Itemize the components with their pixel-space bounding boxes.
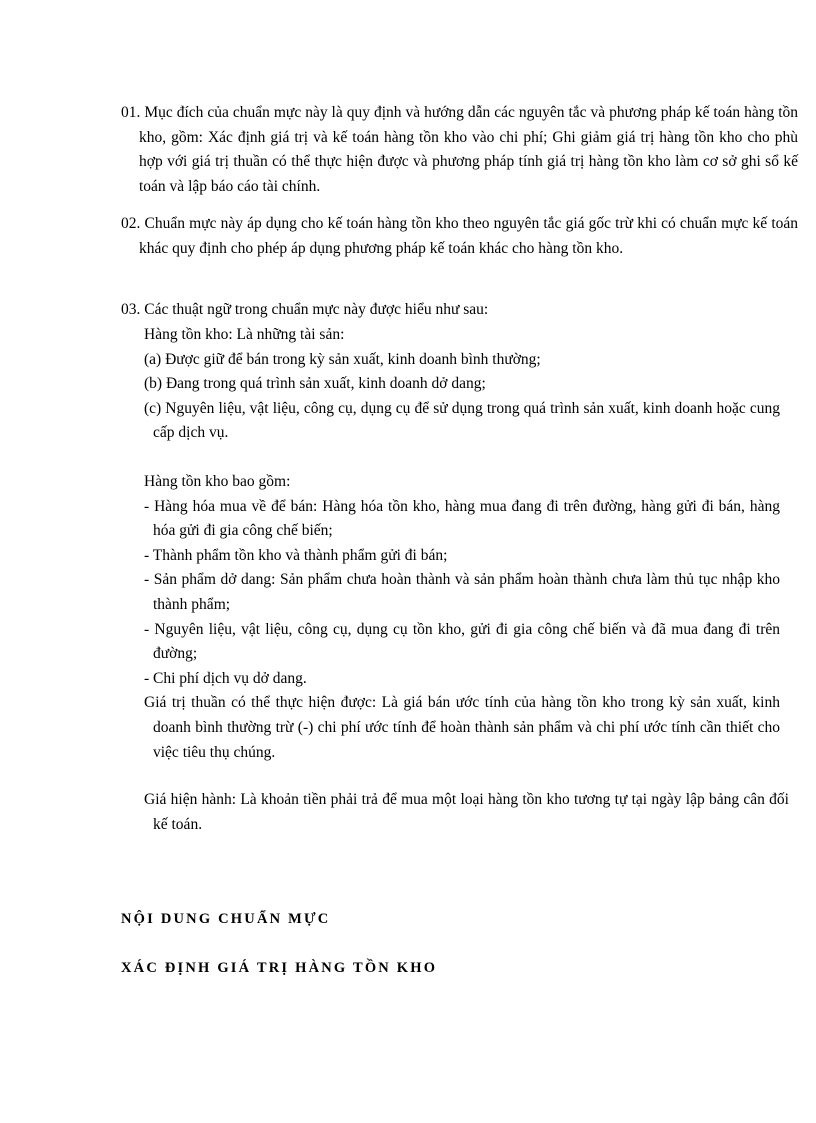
inventory-definition-block [144, 323, 780, 446]
inventory-includes-item: - Nguyên liệu, vật liệu, công cụ, dụng cụ tồn kho, gửi đi gia công chế biến và đã mua đang đi trên đường; [144, 620, 780, 663]
inventory-includes-item: - Thành phẩm tồn kho và thành phẩm gửi đi bán; [144, 546, 448, 564]
inventory-definition-item-c: (c) Nguyên liệu, vật liệu, công cụ, dụng cụ để sử dụng trong quá trình sản xuất, kinh doanh hoặc cung cấp dịch vụ. [144, 399, 780, 442]
heading-determining-value: XÁC ĐỊNH GIÁ TRỊ HÀNG TỒN KHO [121, 960, 438, 976]
current-price-definition: Giá hiện hành: Là khoản tiền phải trả để mua một loại hàng tồn kho tương tự tại ngày lập bảng cân đối kế toán. [144, 791, 789, 833]
inventory-includes-item: - Chi phí dịch vụ dở dang. [144, 669, 307, 687]
heading-standard-content: NỘI DUNG CHUẨN MỰC [121, 911, 331, 927]
inventory-includes-item: - Hàng hóa mua về để bán: Hàng hóa tồn kho, hàng mua đang đi trên đường, hàng gửi đi bán, hàng hóa gửi đi gia công chế biến; [144, 497, 780, 540]
inventory-definition-label: Hàng tồn kho: Là những tài sản: [144, 326, 345, 343]
net-realizable-value-definition: Giá trị thuần có thể thực hiện được: Là giá bán ước tính của hàng tồn kho trong kỳ sản xuất, kinh doanh bình thường trừ (-) chi phí ước tính để hoàn thành sản phẩm và chi phí ước tính cần thiết cho việc tiêu thụ chúng. [144, 694, 780, 761]
inventory-includes-item: - Sản phẩm dở dang: Sản phẩm chưa hoàn thành và sản phẩm hoàn thành chưa làm thủ tục nhập kho thành phẩm; [144, 571, 780, 613]
paragraph-03: 03. Các thuật ngữ trong chuẩn mực này được hiểu như sau: [121, 301, 489, 318]
inventory-definition-item-a: (a) Được giữ để bán trong kỳ sản xuất, kinh doanh bình thường; [144, 350, 541, 368]
inventory-includes-label: Hàng tồn kho bao gồm: [144, 473, 291, 490]
paragraph-01: 01. Mục đích của chuẩn mực này là quy định và hướng dẫn các nguyên tắc và phương pháp kế toán hàng tồn kho, gồm: Xác định giá trị và kế toán hàng tồn kho vào chi phí; Ghi giảm giá trị hàng tồn kho cho phù hợp với giá trị thuần có thể thực hiện được và phương pháp tính giá trị hàng tồn kho làm cơ sở ghi sổ kế toán và lập báo cáo tài chính. [121, 104, 798, 195]
inventory-definition-item-b: (b) Đang trong quá trình sản xuất, kinh doanh dở dang; [144, 375, 486, 393]
paragraph-02: 02. Chuẩn mực này áp dụng cho kế toán hàng tồn kho theo nguyên tắc giá gốc trừ khi có chuẩn mực kế toán khác quy định cho phép áp dụng phương pháp kế toán khác cho hàng tồn kho. [121, 215, 798, 257]
inventory-includes-block [144, 470, 780, 765]
